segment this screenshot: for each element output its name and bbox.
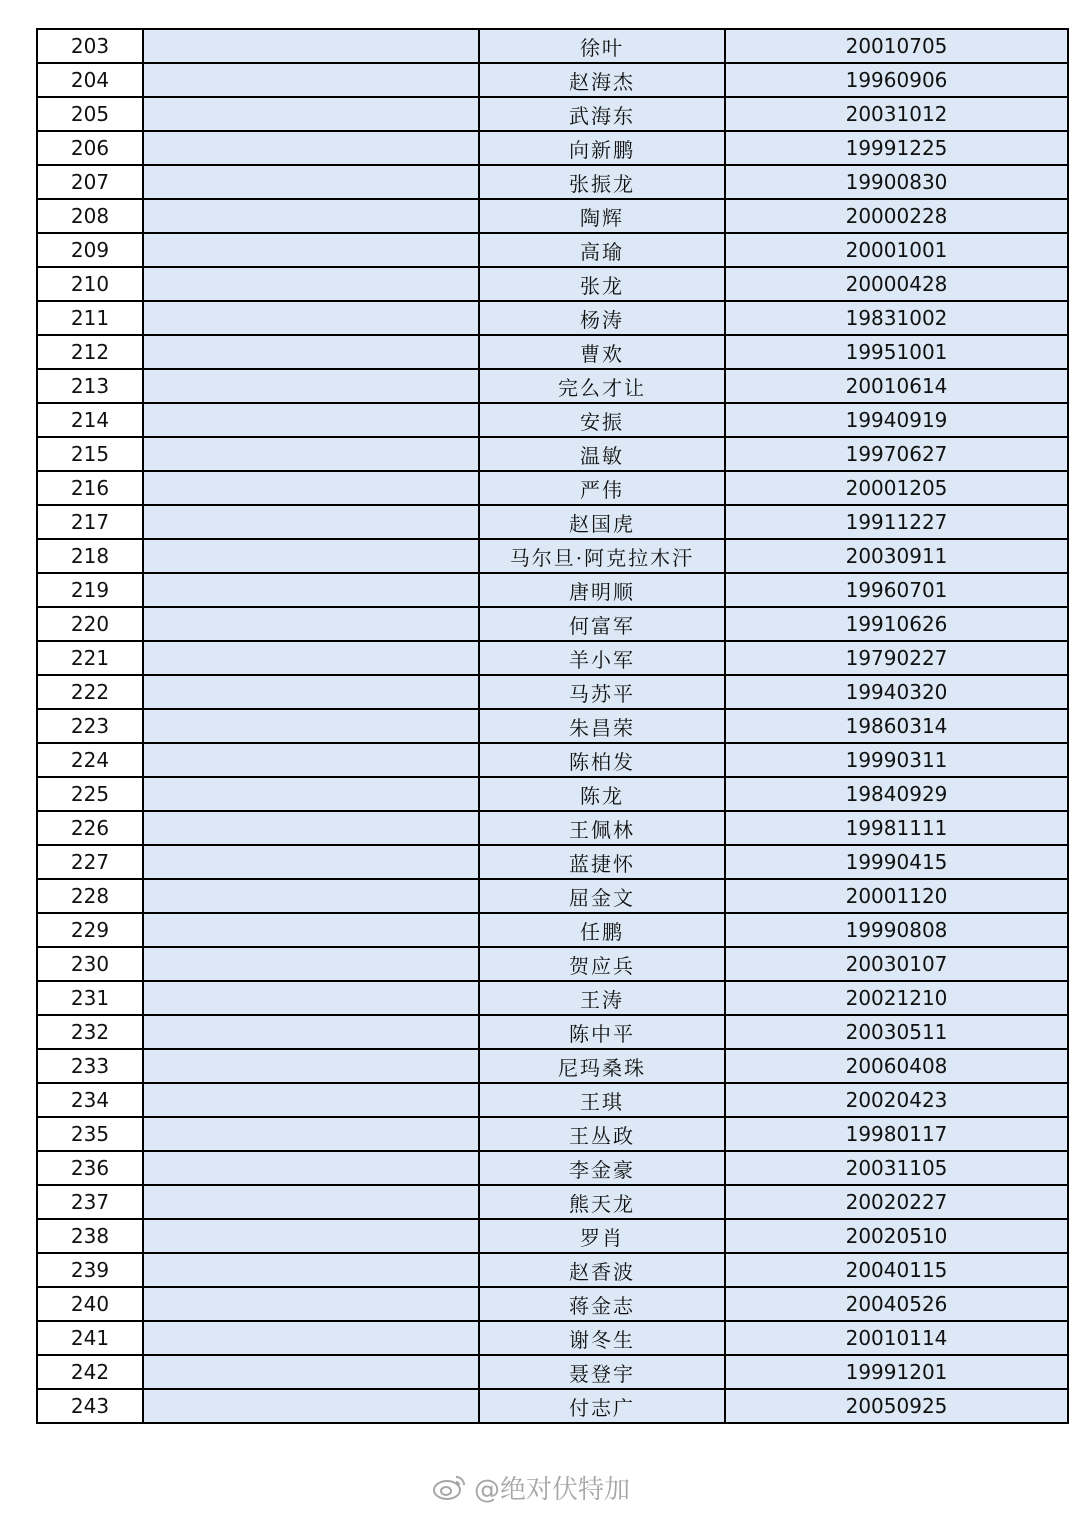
blank-cell xyxy=(143,63,479,97)
table-row xyxy=(37,981,1068,1015)
person-name: 完么才让 xyxy=(479,369,725,403)
watermark-text: @绝对伏特加 xyxy=(474,1474,631,1505)
birth-date: 19840929 xyxy=(725,777,1068,811)
blank-cell xyxy=(143,1253,479,1287)
table-row xyxy=(37,1355,1068,1389)
birth-date: 19860314 xyxy=(725,709,1068,743)
person-name: 谢冬生 xyxy=(479,1321,725,1355)
row-number: 211 xyxy=(37,301,143,335)
row-number: 224 xyxy=(37,743,143,777)
birth-date: 19960906 xyxy=(725,63,1068,97)
blank-cell xyxy=(143,301,479,335)
person-name: 陈中平 xyxy=(479,1015,725,1049)
blank-cell xyxy=(143,709,479,743)
birth-date: 19790227 xyxy=(725,641,1068,675)
table-row xyxy=(37,641,1068,675)
blank-cell xyxy=(143,1049,479,1083)
blank-cell xyxy=(143,539,479,573)
table-row xyxy=(37,335,1068,369)
birth-date: 19990415 xyxy=(725,845,1068,879)
row-number: 207 xyxy=(37,165,143,199)
blank-cell xyxy=(143,845,479,879)
table-row xyxy=(37,97,1068,131)
person-name: 徐叶 xyxy=(479,29,725,63)
row-number: 233 xyxy=(37,1049,143,1083)
blank-cell xyxy=(143,1083,479,1117)
table-row xyxy=(37,845,1068,879)
table-row xyxy=(37,879,1068,913)
blank-cell xyxy=(143,165,479,199)
row-number: 210 xyxy=(37,267,143,301)
blank-cell xyxy=(143,573,479,607)
row-number: 235 xyxy=(37,1117,143,1151)
table-row xyxy=(37,403,1068,437)
table-row xyxy=(37,369,1068,403)
roster-body xyxy=(37,29,1068,1423)
row-number: 222 xyxy=(37,675,143,709)
row-number: 219 xyxy=(37,573,143,607)
blank-cell xyxy=(143,879,479,913)
person-name: 陈龙 xyxy=(479,777,725,811)
row-number: 227 xyxy=(37,845,143,879)
table-row xyxy=(37,539,1068,573)
table-row xyxy=(37,777,1068,811)
blank-cell xyxy=(143,267,479,301)
person-name: 朱昌荣 xyxy=(479,709,725,743)
table-row xyxy=(37,1151,1068,1185)
row-number: 225 xyxy=(37,777,143,811)
table-row xyxy=(37,1219,1068,1253)
table-row xyxy=(37,29,1068,63)
row-number: 240 xyxy=(37,1287,143,1321)
person-name: 温敏 xyxy=(479,437,725,471)
row-number: 204 xyxy=(37,63,143,97)
birth-date: 19960701 xyxy=(725,573,1068,607)
person-name: 严伟 xyxy=(479,471,725,505)
table-row xyxy=(37,607,1068,641)
row-number: 216 xyxy=(37,471,143,505)
birth-date: 20001205 xyxy=(725,471,1068,505)
birth-date: 19940320 xyxy=(725,675,1068,709)
person-name: 马苏平 xyxy=(479,675,725,709)
birth-date: 19990311 xyxy=(725,743,1068,777)
birth-date: 19951001 xyxy=(725,335,1068,369)
row-number: 238 xyxy=(37,1219,143,1253)
person-name: 蒋金志 xyxy=(479,1287,725,1321)
table-row xyxy=(37,1083,1068,1117)
blank-cell xyxy=(143,1117,479,1151)
birth-date: 20020227 xyxy=(725,1185,1068,1219)
row-number: 213 xyxy=(37,369,143,403)
blank-cell xyxy=(143,437,479,471)
table-row xyxy=(37,1287,1068,1321)
birth-date: 20031105 xyxy=(725,1151,1068,1185)
person-name: 何富军 xyxy=(479,607,725,641)
person-name: 陈柏发 xyxy=(479,743,725,777)
person-name: 王佩林 xyxy=(479,811,725,845)
table-row xyxy=(37,505,1068,539)
person-name: 杨涛 xyxy=(479,301,725,335)
person-name: 罗肖 xyxy=(479,1219,725,1253)
birth-date: 20030911 xyxy=(725,539,1068,573)
table-row xyxy=(37,471,1068,505)
person-name: 赵海杰 xyxy=(479,63,725,97)
table-row xyxy=(37,947,1068,981)
birth-date: 19900830 xyxy=(725,165,1068,199)
blank-cell xyxy=(143,913,479,947)
roster-table xyxy=(36,28,1069,1424)
blank-cell xyxy=(143,505,479,539)
weibo-logo-icon xyxy=(432,1473,468,1501)
person-name: 张振龙 xyxy=(479,165,725,199)
birth-date: 19980117 xyxy=(725,1117,1068,1151)
birth-date: 19991225 xyxy=(725,131,1068,165)
blank-cell xyxy=(143,607,479,641)
person-name: 向新鹏 xyxy=(479,131,725,165)
birth-date: 19990808 xyxy=(725,913,1068,947)
person-name: 尼玛桑珠 xyxy=(479,1049,725,1083)
birth-date: 20020423 xyxy=(725,1083,1068,1117)
table-row xyxy=(37,301,1068,335)
row-number: 223 xyxy=(37,709,143,743)
row-number: 231 xyxy=(37,981,143,1015)
blank-cell xyxy=(143,811,479,845)
table-row xyxy=(37,437,1068,471)
row-number: 220 xyxy=(37,607,143,641)
blank-cell xyxy=(143,641,479,675)
birth-date: 20000228 xyxy=(725,199,1068,233)
row-number: 203 xyxy=(37,29,143,63)
row-number: 237 xyxy=(37,1185,143,1219)
birth-date: 20030107 xyxy=(725,947,1068,981)
birth-date: 20001001 xyxy=(725,233,1068,267)
blank-cell xyxy=(143,471,479,505)
person-name: 蓝捷怀 xyxy=(479,845,725,879)
row-number: 205 xyxy=(37,97,143,131)
blank-cell xyxy=(143,947,479,981)
table-row xyxy=(37,913,1068,947)
blank-cell xyxy=(143,1185,479,1219)
row-number: 239 xyxy=(37,1253,143,1287)
blank-cell xyxy=(143,981,479,1015)
person-name: 高瑜 xyxy=(479,233,725,267)
birth-date: 19910626 xyxy=(725,607,1068,641)
birth-date: 20010705 xyxy=(725,29,1068,63)
table-row xyxy=(37,743,1068,777)
table-row xyxy=(37,573,1068,607)
row-number: 226 xyxy=(37,811,143,845)
person-name: 付志广 xyxy=(479,1389,725,1423)
blank-cell xyxy=(143,1015,479,1049)
blank-cell xyxy=(143,1389,479,1423)
row-number: 212 xyxy=(37,335,143,369)
person-name: 贺应兵 xyxy=(479,947,725,981)
row-number: 215 xyxy=(37,437,143,471)
birth-date: 19970627 xyxy=(725,437,1068,471)
birth-date: 20010114 xyxy=(725,1321,1068,1355)
person-name: 陶辉 xyxy=(479,199,725,233)
birth-date: 20010614 xyxy=(725,369,1068,403)
row-number: 234 xyxy=(37,1083,143,1117)
person-name: 聂登宇 xyxy=(479,1355,725,1389)
table-row xyxy=(37,1015,1068,1049)
table-row xyxy=(37,1049,1068,1083)
person-name: 唐明顺 xyxy=(479,573,725,607)
blank-cell xyxy=(143,1287,479,1321)
birth-date: 20020510 xyxy=(725,1219,1068,1253)
birth-date: 20031012 xyxy=(725,97,1068,131)
row-number: 230 xyxy=(37,947,143,981)
person-name: 曹欢 xyxy=(479,335,725,369)
table-row xyxy=(37,233,1068,267)
row-number: 242 xyxy=(37,1355,143,1389)
row-number: 218 xyxy=(37,539,143,573)
row-number: 229 xyxy=(37,913,143,947)
person-name: 羊小军 xyxy=(479,641,725,675)
birth-date: 20001120 xyxy=(725,879,1068,913)
birth-date: 19940919 xyxy=(725,403,1068,437)
table-row xyxy=(37,267,1068,301)
birth-date: 19991201 xyxy=(725,1355,1068,1389)
person-name: 张龙 xyxy=(479,267,725,301)
birth-date: 20060408 xyxy=(725,1049,1068,1083)
person-name: 李金豪 xyxy=(479,1151,725,1185)
person-name: 赵香波 xyxy=(479,1253,725,1287)
row-number: 208 xyxy=(37,199,143,233)
birth-date: 20040526 xyxy=(725,1287,1068,1321)
birth-date: 20050925 xyxy=(725,1389,1068,1423)
table-row xyxy=(37,1321,1068,1355)
blank-cell xyxy=(143,97,479,131)
birth-date: 19831002 xyxy=(725,301,1068,335)
blank-cell xyxy=(143,1219,479,1253)
table-row xyxy=(37,1253,1068,1287)
table-row xyxy=(37,63,1068,97)
blank-cell xyxy=(143,743,479,777)
person-name: 武海东 xyxy=(479,97,725,131)
blank-cell xyxy=(143,199,479,233)
person-name: 马尔旦·阿克拉木汗 xyxy=(479,539,725,573)
birth-date: 20021210 xyxy=(725,981,1068,1015)
blank-cell xyxy=(143,403,479,437)
row-number: 221 xyxy=(37,641,143,675)
table-row xyxy=(37,199,1068,233)
table-row xyxy=(37,1185,1068,1219)
birth-date: 19911227 xyxy=(725,505,1068,539)
table-row xyxy=(37,131,1068,165)
blank-cell xyxy=(143,29,479,63)
blank-cell xyxy=(143,675,479,709)
birth-date: 20030511 xyxy=(725,1015,1068,1049)
blank-cell xyxy=(143,233,479,267)
blank-cell xyxy=(143,777,479,811)
row-number: 236 xyxy=(37,1151,143,1185)
table-row xyxy=(37,675,1068,709)
birth-date: 20000428 xyxy=(725,267,1068,301)
person-name: 任鹏 xyxy=(479,913,725,947)
row-number: 228 xyxy=(37,879,143,913)
person-name: 赵国虎 xyxy=(479,505,725,539)
blank-cell xyxy=(143,131,479,165)
row-number: 241 xyxy=(37,1321,143,1355)
table-row xyxy=(37,709,1068,743)
row-number: 214 xyxy=(37,403,143,437)
person-name: 王涛 xyxy=(479,981,725,1015)
table-row xyxy=(37,1117,1068,1151)
person-name: 王琪 xyxy=(479,1083,725,1117)
person-name: 王丛政 xyxy=(479,1117,725,1151)
blank-cell xyxy=(143,335,479,369)
blank-cell xyxy=(143,1321,479,1355)
row-number: 217 xyxy=(37,505,143,539)
blank-cell xyxy=(143,1355,479,1389)
row-number: 243 xyxy=(37,1389,143,1423)
birth-date: 19981111 xyxy=(725,811,1068,845)
row-number: 206 xyxy=(37,131,143,165)
person-name: 安振 xyxy=(479,403,725,437)
birth-date: 20040115 xyxy=(725,1253,1068,1287)
watermark xyxy=(432,1472,631,1505)
table-row xyxy=(37,165,1068,199)
person-name: 屈金文 xyxy=(479,879,725,913)
row-number: 209 xyxy=(37,233,143,267)
table-row xyxy=(37,1389,1068,1423)
blank-cell xyxy=(143,369,479,403)
person-name: 熊天龙 xyxy=(479,1185,725,1219)
row-number: 232 xyxy=(37,1015,143,1049)
blank-cell xyxy=(143,1151,479,1185)
table-row xyxy=(37,811,1068,845)
